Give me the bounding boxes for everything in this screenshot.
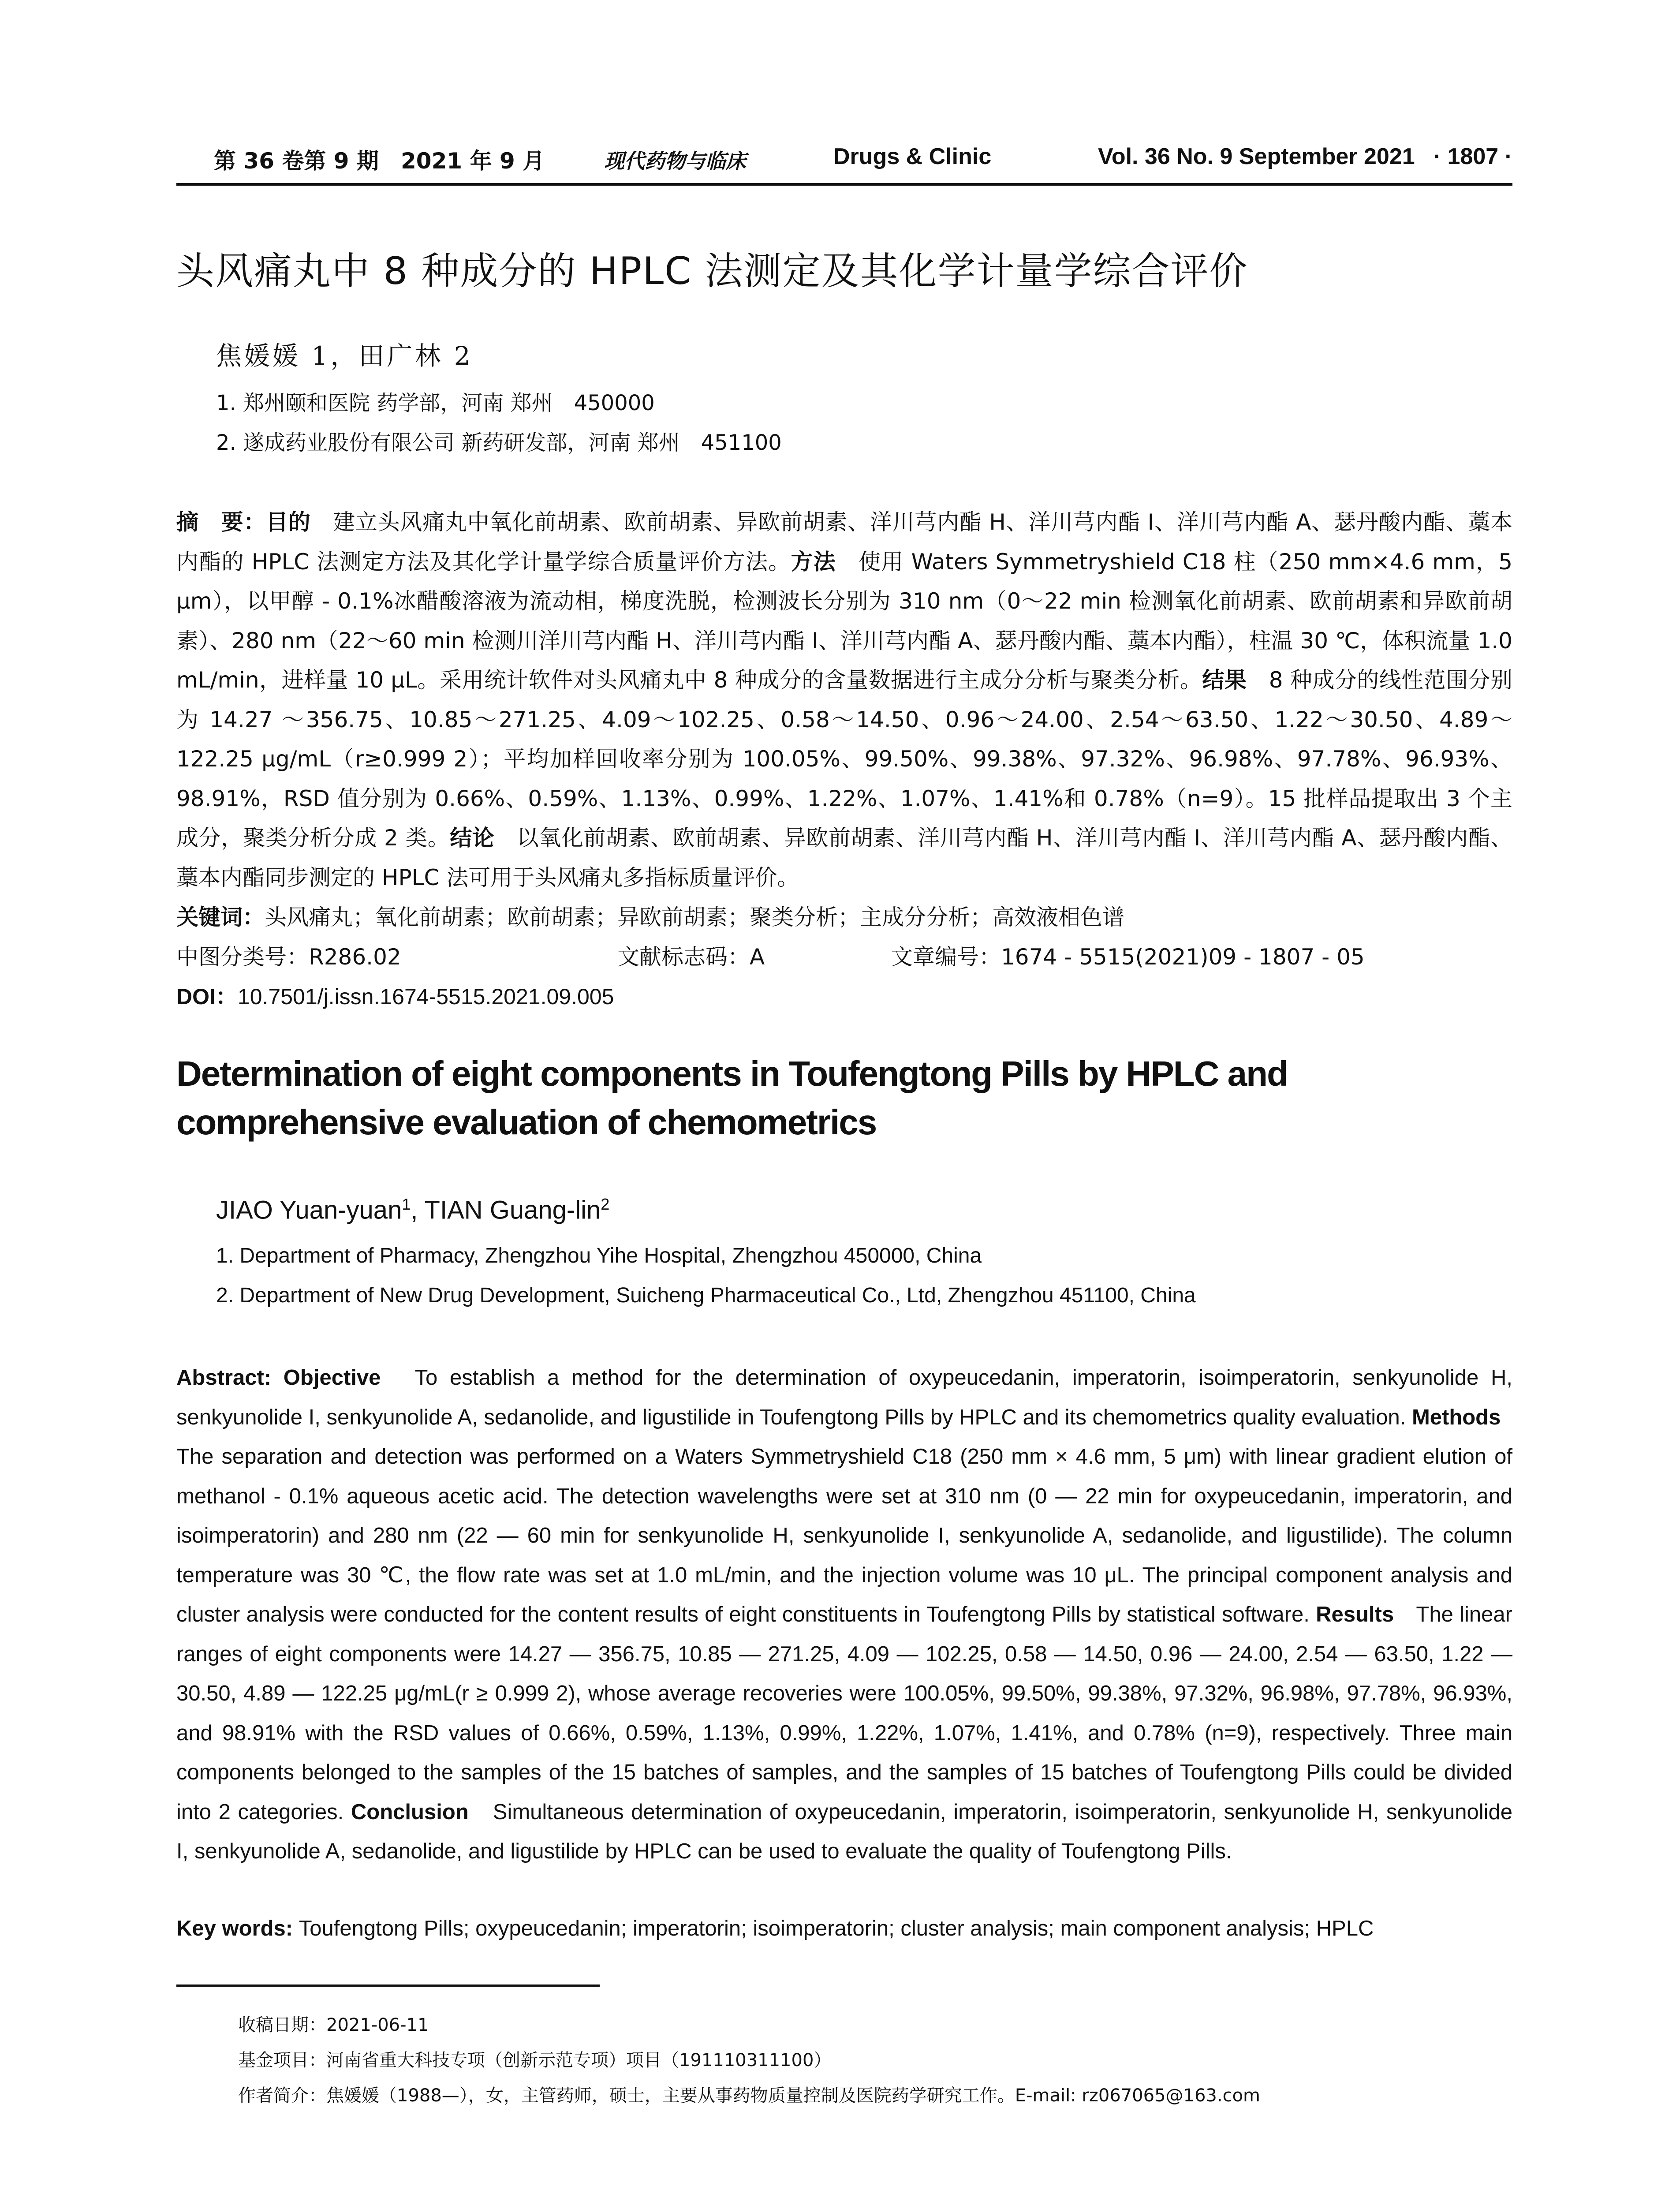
doi-value: 10.7501/j.issn.1674-5515.2021.09.005	[237, 984, 614, 1009]
author-1-en: JIAO Yuan-yuan	[216, 1196, 402, 1225]
keywords-label-cn: 关键词：	[176, 904, 265, 930]
doi-label: DOI：	[176, 984, 238, 1009]
footnote-divider	[176, 1984, 600, 1987]
affiliation-cn-2: 2. 遂成药业股份有限公司 新药研发部，河南 郑州 451100	[216, 430, 782, 455]
affiliation-en-2: 2. Department of New Drug Development, Suicheng Pharmaceutical Co., Ltd, Zhengzhou 451100, China	[216, 1284, 1196, 1307]
methods-text-en: The separation and detection was performed on a Waters Symmetryshield C18 (250 mm × 4.6 mm, 5 μm) with linear gradient elution of methanol - 0.1% aqueous acetic acid. The detection wavelengths were set at 310 nm (0 — 22 min for oxypeucedanin, imperatorin, and isoimperatorin) and 280 nm (22 — 60 min for senkyunolide H, senkyunolide I, senkyunolide A, sedanolide, and ligustilide). The column temperature was 30 ℃, the flow rate was set at 1.0 mL/min, and the injection volume was 10 μL. The principal component analysis and cluster analysis were conducted for the content results of eight constituents in Toufengtong Pills by statistical software.	[176, 1405, 1523, 1626]
abstract-cn	[176, 503, 1512, 897]
authors-cn: 焦媛媛 1，田广林 2	[216, 341, 473, 371]
conclusion-label-en: Conclusion	[351, 1800, 469, 1824]
authors-en	[216, 1195, 1552, 1225]
results-label-cn: 结果	[1202, 667, 1247, 693]
footnote-received: 收稿日期：2021-06-11	[238, 2015, 429, 2035]
classification-line	[176, 939, 1512, 971]
keywords-label-en: Key words:	[176, 1917, 299, 1940]
clc-number: 中图分类号：R286.02	[176, 944, 401, 970]
abstract-label-cn: 摘 要：	[176, 509, 266, 535]
conclusion-text-cn: 以氧化前胡素、欧前胡素、异欧前胡素、洋川芎内酯 H、洋川芎内酯 I、洋川芎内酯 A、瑟丹酸内酯、藁本内酯同步测定的 HPLC 法可用于头风痛丸多指标质量评价。	[176, 825, 1512, 890]
objective-text-cn: 建立头风痛丸中氧化前胡素、欧前胡素、异欧前胡素、洋川芎内酯 H、洋川芎内酯 I、洋川芎内酯 A、瑟丹酸内酯、藁本内酯的 HPLC 法测定方法及其化学计量学综合质量评价方法。	[176, 509, 1513, 575]
keywords-en	[176, 1916, 1512, 1941]
footnote-fund: 基金项目：河南省重大科技专项（创新示范专项）项目（191110311100）	[238, 2050, 832, 2070]
abstract-en	[176, 1358, 1523, 1872]
article-number: 文章编号：1674 - 5515(2021)09 - 1807 - 05	[891, 944, 1365, 970]
conclusion-label-cn: 结论	[450, 825, 495, 851]
author-1-sup: 1	[402, 1195, 411, 1213]
methods-label-cn: 方法	[791, 549, 836, 575]
affiliation-cn-1: 1. 郑州颐和医院 药学部，河南 郑州 450000	[216, 391, 655, 415]
footnote-author-bio: 作者简介：焦媛媛（1988—），女，主管药师，硕士，主要从事药物质量控制及医院药学研究工作。E-mail: rz067065@163.com	[238, 2085, 1261, 2106]
running-header	[176, 139, 1512, 186]
doi-line	[176, 979, 1512, 1011]
results-text-cn: 8 种成分的线性范围分别为 14.27 ～356.75、10.85～271.25、4.09～102.25、0.58～14.50、0.96～24.00、2.54～63.50、1.22～30.50、4.89～122.25 μg/mL（r≥0.999 2）；平均加样回收率分别为 100.05%、99.50%、99.38%、97.32%、96.98%、97.78%、96.93%、98.91%，RSD 值分别为 0.66%、0.59%、1.13%、0.99%、1.22%、1.07%、1.41%和 0.78%（n=9）。15 批样品提取出 3 个主成分，聚类分析分成 2 类。	[176, 667, 1513, 851]
keywords-text-en: Toufengtong Pills; oxypeucedanin; imperatorin; isoimperatorin; cluster analysis; main component analysis; HPLC	[299, 1917, 1374, 1940]
methods-text-cn: 使用 Waters Symmetryshield C18 柱（250 mm×4.6 mm，5 μm），以甲醇 - 0.1%冰醋酸溶液为流动相，梯度洗脱，检测波长分别为 310 nm（0～22 min 检测氧化前胡素、欧前胡素和异欧前胡素）、280 nm（22～60 min 检测川洋川芎内酯 H、洋川芎内酯 I、洋川芎内酯 A、瑟丹酸内酯、藁本内酯），柱温 30 ℃，体积流量 1.0 mL/min，进样量 10 μL。采用统计软件对头风痛丸中 8 种成分的含量数据进行主成分分析与聚类分析。	[176, 549, 1513, 693]
article-title-cn: 头风痛丸中 8 种成分的 HPLC 法测定及其化学计量学综合评价	[176, 249, 1248, 293]
methods-label-en: Methods	[1411, 1405, 1501, 1429]
author-2-sup: 2	[601, 1195, 610, 1213]
results-text-en: The linear ranges of eight components were 14.27 — 356.75, 10.85 — 271.25, 4.09 — 102.25, 0.58 — 14.50, 0.96 — 24.00, 2.54 — 63.50, 1.22 — 30.50, 4.89 — 122.25 μg/mL(r ≥ 0.999 2), whose average recoveries were 100.05%, 99.50%, 99.38%, 97.32%, 96.98%, 97.78%, 96.93%, and 98.91% with the RSD values of 0.66%, 0.59%, 1.13%, 0.99%, 1.22%, 1.07%, 1.41%, and 0.78% (n=9), respectively. Three main components belonged to the samples of the 15 batches of samples, and the samples of 15 batches of Toufengtong Pills could be divided into 2 categories.	[176, 1603, 1512, 1824]
issue-info-en: Vol. 36 No. 9 September 2021	[1098, 144, 1415, 169]
article-title-en: Determination of eight components in Toufengtong Pills by HPLC and comprehensive evaluation of chemometrics	[176, 1054, 1288, 1142]
author-separator: ,	[411, 1196, 425, 1225]
journal-name-cn: 现代药物与临床	[604, 149, 746, 173]
page-number: · 1807 ·	[1433, 144, 1512, 169]
conclusion-text-en: Simultaneous determination of oxypeucedanin, imperatorin, isoimperatorin, senkyunolide H, senkyunolide I, senkyunolide A, sedanolide, and ligustilide by HPLC can be used to evaluate the quality of Toufengtong Pills.	[176, 1800, 1512, 1863]
abstract-label-en: Abstract:	[176, 1366, 284, 1390]
document-code: 文献标志码：A	[617, 944, 765, 970]
objective-text-en: To establish a method for the determination of oxypeucedanin, imperatorin, isoimperatorin, senkyunolide H, senkyunolide I, senkyunolide A, sedanolide, and ligustilide in Toufengtong Pills by HPLC and its chemometrics quality evaluation.	[176, 1366, 1512, 1429]
journal-name-en: Drugs & Clinic	[833, 144, 992, 169]
issue-info-cn: 第 36 卷第 9 期 2021 年 9 月	[214, 148, 545, 174]
objective-label-en: Objective	[283, 1366, 381, 1390]
affiliation-en-1: 1. Department of Pharmacy, Zhengzhou Yihe Hospital, Zhengzhou 450000, China	[216, 1244, 982, 1267]
keywords-cn	[176, 900, 1512, 931]
results-label-en: Results	[1316, 1603, 1394, 1626]
keywords-text-cn: 头风痛丸；氧化前胡素；欧前胡素；异欧前胡素；聚类分析；主成分分析；高效液相色谱	[265, 904, 1124, 930]
objective-label-cn: 目的	[265, 509, 311, 535]
author-2-en: TIAN Guang-lin	[424, 1196, 601, 1225]
